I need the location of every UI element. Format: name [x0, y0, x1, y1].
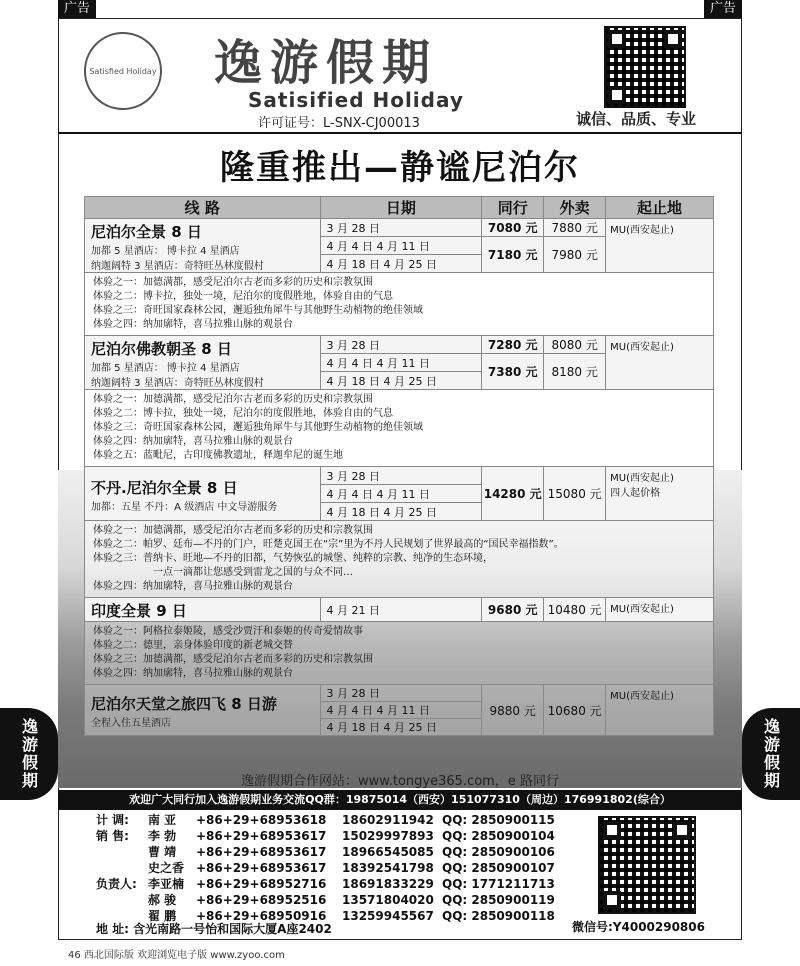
col-retail: 外卖	[544, 197, 606, 219]
route-date: 3 月 28 日	[320, 219, 482, 237]
route-date: 4 月 18 日 4 月 25 日	[320, 719, 482, 736]
contact-role: 负责人:	[96, 877, 137, 891]
route-cell	[85, 336, 321, 390]
route-name: 尼泊尔全景 8 日	[91, 223, 202, 241]
side-label-left: 逸游假期	[0, 708, 58, 800]
contact-row	[96, 844, 602, 860]
route-date: 4 月 18 日 4 月 25 日	[320, 503, 482, 521]
experience-item: 体验之四：纳加廓特，喜马拉雅山脉的观景台	[93, 319, 293, 330]
route-experiences	[85, 273, 714, 336]
contact-row	[96, 876, 602, 892]
route-date: 4 月 4 日 4 月 11 日	[320, 485, 482, 503]
route-experiences	[85, 521, 714, 598]
peer-price: 7380 元	[482, 354, 544, 390]
headline: 隆重推出—静谧尼泊尔	[220, 148, 580, 188]
contact-qq: QQ: 2850900115	[442, 813, 555, 827]
contact-name: 郝 骏	[148, 893, 177, 907]
route-date: 4 月 4 日 4 月 11 日	[320, 354, 482, 372]
contact-tel: +86+29+68953617	[196, 829, 327, 843]
route-name: 尼泊尔佛教朝圣 8 日	[91, 340, 232, 358]
route-date: 4 月 4 日 4 月 11 日	[320, 702, 482, 719]
route-experiences	[85, 622, 714, 685]
contact-qq: QQ: 2850900106	[442, 845, 555, 859]
route-hotel: 加都 5 星酒店： 博卡拉 4 星酒店	[91, 363, 240, 374]
route-name: 尼泊尔天堂之旅四飞 8 日游	[91, 695, 277, 713]
experience-item: 体验之一：加德满都，感受尼泊尔古老而多彩的历史和宗教氛围	[93, 394, 373, 405]
col-peer: 同行	[482, 197, 544, 219]
contact-role	[96, 860, 148, 876]
contact-role	[96, 892, 148, 908]
route-date: 4 月 4 日 4 月 11 日	[320, 237, 482, 255]
experience-item: 体验之四：纳加廓特，喜马拉雅山脉的观景台	[93, 581, 293, 592]
retail-price: 10480 元	[544, 598, 606, 622]
route-hotel: 全程入住五星酒店	[91, 718, 171, 729]
contact-mobile: 13571804020	[342, 893, 434, 907]
experience-item: 体验之二：德里，亲身体验印度的新老城交替	[93, 640, 293, 651]
route-experiences	[85, 390, 714, 467]
contact-mobile: 13259945567	[342, 909, 434, 923]
wechat-qr-code-icon	[598, 816, 696, 914]
contact-role: 计 调:	[96, 813, 129, 827]
route-origin: MU(西安起止)	[606, 685, 714, 736]
contact-row	[96, 860, 602, 876]
brand-title: 逸游假期	[214, 35, 439, 91]
motto: 诚信、品质、专业	[576, 110, 697, 128]
contact-tel: +86+29+68953618	[196, 813, 327, 827]
contact-role: 销 售:	[96, 829, 129, 843]
contact-qq: QQ: 1771211713	[442, 877, 555, 891]
contact-tel: +86+29+68952516	[196, 893, 327, 907]
ad-label-right: 广告	[704, 0, 742, 18]
experience-item: 体验之四：纳加廓特，喜马拉雅山脉的观景台	[93, 668, 293, 679]
experience-item: 体验之二：博卡拉，独处一境，尼泊尔的度假胜地，体验自由的气息	[93, 291, 393, 302]
contact-role	[96, 844, 148, 860]
route-date: 4 月 18 日 4 月 25 日	[320, 255, 482, 273]
retail-price: 8080 元	[544, 336, 606, 354]
qr-code-icon	[604, 26, 686, 108]
side-label-right: 逸游假期	[742, 708, 800, 800]
peer-price: 9680 元	[482, 598, 544, 622]
office-address: 地 址: 含光南路一号怡和国际大厦A座2402	[96, 922, 332, 936]
license-number: 许可证号：L-SNX-CJ00013	[258, 116, 420, 131]
route-origin: MU(西安起止)	[606, 598, 714, 622]
experience-item: 体验之五：蓝毗尼，古印度佛教遗址，释迦牟尼的诞生地	[93, 450, 343, 461]
contact-qq: QQ: 2850900107	[442, 861, 555, 875]
route-origin-text: MU(西安起止)	[610, 473, 674, 484]
route-cell	[85, 685, 321, 736]
contact-mobile: 18392541798	[342, 861, 434, 875]
contact-mobile: 18966545085	[342, 845, 434, 859]
route-date: 3 月 28 日	[320, 467, 482, 485]
contact-name: 李 勃	[148, 829, 177, 843]
peer-price: 7180 元	[482, 237, 544, 273]
header	[58, 18, 742, 134]
experience-item: 体验之一：加德满都，感受尼泊尔古老而多彩的历史和宗教氛围	[93, 525, 373, 536]
contact-tel: +86+29+68952716	[196, 877, 327, 891]
contact-qq: QQ: 2850900119	[442, 893, 555, 907]
contact-qq: QQ: 2850900104	[442, 829, 555, 843]
retail-price: 7980 元	[544, 237, 606, 273]
experience-item: 体验之三：奇旺国家森林公园，邂逅独角犀牛与其他野生动植物的绝佳领域	[93, 422, 423, 433]
experience-item: 体验之三：奇旺国家森林公园，邂逅独角犀牛与其他野生动植物的绝佳领域	[93, 305, 423, 316]
contact-mobile: 18602911942	[342, 813, 434, 827]
col-from: 起止地	[606, 197, 714, 219]
page-footer: 46 西北国际版 欢迎浏览电子版 www.zyoo.com	[68, 950, 285, 961]
contact-qq: QQ: 2850900118	[442, 909, 555, 923]
experience-item: 体验之四：纳加廓特，喜马拉雅山脉的观景台	[93, 436, 293, 447]
contact-name: 翟 鹏	[148, 909, 177, 923]
experience-item: 体验之三：普纳卡、旺地—不丹的旧都，气势恢弘的城堡、纯粹的宗教、纯净的生态环境，	[93, 553, 493, 564]
peer-price: 7280 元	[482, 336, 544, 354]
experience-item: 体验之二：博卡拉，独处一境，尼泊尔的度假胜地，体验自由的气息	[93, 408, 393, 419]
route-hotel: 加都 5 星酒店： 博卡拉 4 星酒店	[91, 246, 240, 257]
route-cell	[85, 598, 321, 622]
route-origin-note: 四人起价格	[610, 488, 661, 499]
route-origin	[606, 467, 714, 521]
col-route: 线 路	[85, 197, 321, 219]
route-name: 印度全景 9 日	[91, 602, 187, 620]
peer-price: 9880 元	[482, 685, 544, 736]
experience-item: 体验之一：加德满都，感受尼泊尔古老而多彩的历史和宗教氛围	[93, 277, 373, 288]
routes-table	[84, 196, 714, 736]
route-date: 3 月 28 日	[320, 685, 482, 702]
contact-list	[96, 812, 602, 924]
route-hotel: 纳迦阔特 3 星酒店：奇特旺丛林度假村	[91, 378, 264, 389]
brand-english: Satisified Holiday	[248, 88, 464, 112]
contact-name: 曹 靖	[148, 845, 177, 859]
route-date: 4 月 18 日 4 月 25 日	[320, 372, 482, 390]
route-date: 3 月 28 日	[320, 336, 482, 354]
experience-item: 一点一滴都让您感受到雷龙之国的与众不同…	[153, 567, 353, 578]
contact-tel: +86+29+68953617	[196, 861, 327, 875]
route-date: 4 月 21 日	[320, 598, 482, 622]
route-hotel: 纳迦阔特 3 星酒店：奇特旺丛林度假村	[91, 261, 264, 272]
experience-item: 体验之三：加德满都，感受尼泊尔古老而多彩的历史和宗教氛围	[93, 654, 373, 665]
route-cell	[85, 219, 321, 273]
route-hotel: 加都：五星 不丹：A 级酒店 中文导游服务	[91, 501, 278, 513]
contact-row	[96, 812, 602, 828]
route-name: 不丹.尼泊尔全景 8 日	[91, 478, 238, 497]
retail-price: 7880 元	[544, 219, 606, 237]
contact-tel: +86+29+68953617	[196, 845, 327, 859]
retail-price: 8180 元	[544, 354, 606, 390]
contact-mobile: 18691833229	[342, 877, 434, 891]
retail-price: 15080 元	[544, 467, 606, 521]
peer-price: 7080 元	[482, 219, 544, 237]
ad-label-left: 广告	[58, 0, 96, 18]
col-date: 日期	[320, 197, 482, 219]
contact-name: 史之香	[148, 861, 185, 875]
contact-row	[96, 892, 602, 908]
contact-name: 李亚楠	[148, 877, 185, 891]
contact-row	[96, 828, 602, 844]
logo-text: Satisfied Holiday	[89, 66, 157, 76]
contact-mobile: 15029997893	[342, 829, 434, 843]
experience-item: 体验之二：帕罗、廷布—不丹的门户，旺楚克国王在“宗”里为不丹人民规划了世界最高的“国民幸福指数”。	[93, 539, 564, 550]
peer-price: 14280 元	[482, 467, 544, 521]
route-origin: MU(西安起止)	[606, 219, 714, 273]
partner-website: 逸游假期合作网站：www.tongye365.com，e 路同行	[241, 774, 559, 789]
qq-group-banner: 欢迎广大同行加入逸游假期业务交流QQ群：19875014（西安）151077310（周边）176991802(综合）	[58, 790, 742, 810]
route-origin: MU(西安起止)	[606, 336, 714, 390]
retail-price: 10680 元	[544, 685, 606, 736]
wechat-id: 微信号:Y4000290806	[572, 920, 705, 934]
contact-tel: +86+29+68950916	[196, 909, 327, 923]
contact-name: 南 亚	[148, 813, 177, 827]
experience-item: 体验之一：阿格拉泰姬陵，感受沙贾汗和泰姬的传奇爱情故事	[93, 626, 363, 637]
globe-logo-icon	[84, 32, 162, 110]
table-header-row	[85, 197, 714, 219]
route-cell	[85, 467, 321, 521]
